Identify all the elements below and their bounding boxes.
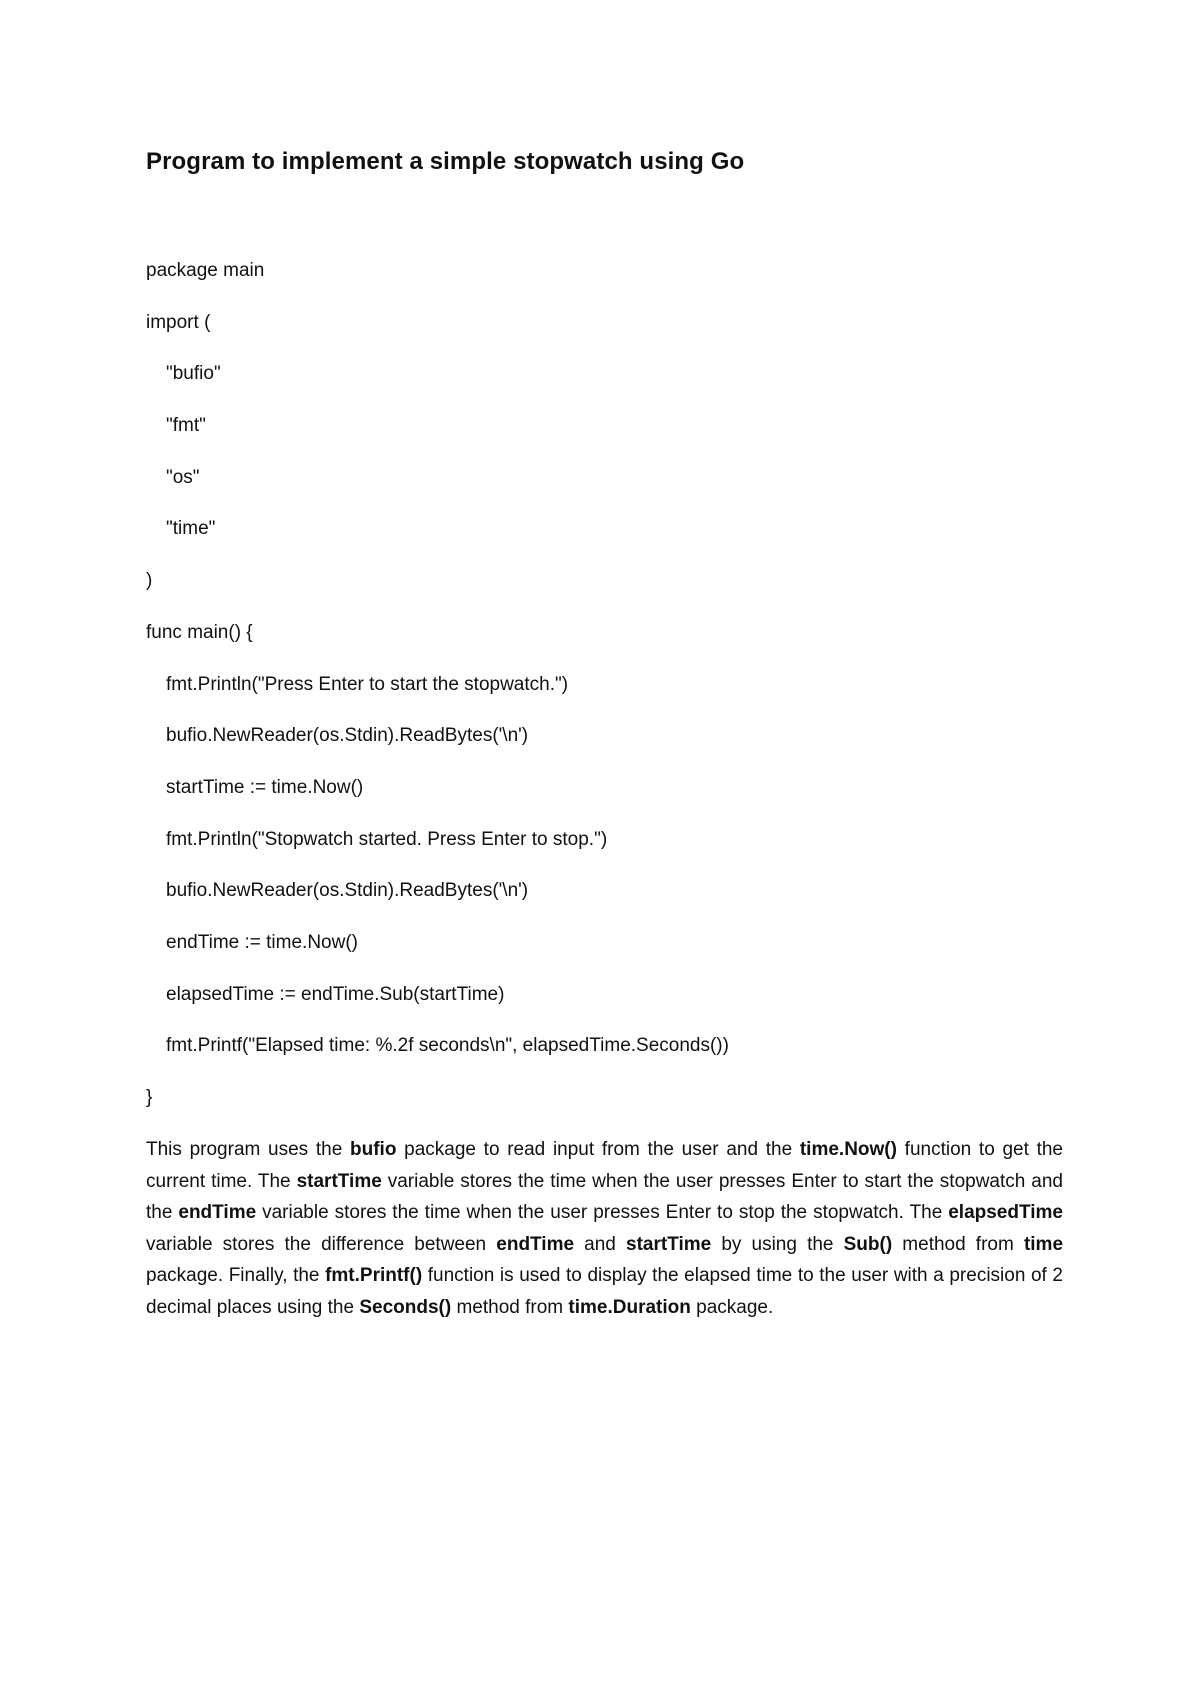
- code-line: elapsedTime := endTime.Sub(startTime): [166, 983, 505, 1005]
- code-line: fmt.Println("Stopwatch started. Press Enter to stop."): [166, 828, 608, 850]
- code-term: bufio: [350, 1139, 397, 1160]
- paragraph-text: and: [574, 1233, 627, 1255]
- paragraph-text: variable stores the time when the user presses Enter to start the stopwatch and the: [146, 1170, 1063, 1223]
- paragraph-text: method from: [451, 1296, 569, 1318]
- code-term: time.Duration: [568, 1296, 691, 1318]
- paragraph-text: This program uses the: [146, 1139, 350, 1160]
- code-term: startTime: [626, 1233, 712, 1255]
- code-term: endTime: [178, 1202, 257, 1223]
- document-title: Program to implement a simple stopwatch using Go: [146, 148, 745, 175]
- code-line: bufio.NewReader(os.Stdin).ReadBytes('\n'): [166, 880, 529, 902]
- code-term: Sub(): [843, 1233, 893, 1255]
- paragraph-text: package to read input from the user and the: [396, 1139, 800, 1160]
- code-line: ): [146, 570, 153, 592]
- paragraph-text: method from: [892, 1233, 1024, 1255]
- code-term: fmt.Printf(): [325, 1265, 423, 1286]
- code-line: import (: [146, 311, 211, 333]
- code-block: [146, 257, 729, 1136]
- code-line: endTime := time.Now(): [166, 931, 358, 953]
- code-line: fmt.Println("Press Enter to start the stopwatch."): [166, 673, 569, 695]
- code-line: "bufio": [166, 363, 221, 385]
- code-term: time.Now(): [799, 1139, 897, 1160]
- code-line: package main: [146, 260, 265, 281]
- code-line: "time": [166, 518, 216, 540]
- explanation-paragraph: [146, 1134, 1063, 1323]
- paragraph-text: by using the: [711, 1233, 844, 1255]
- code-line: bufio.NewReader(os.Stdin).ReadBytes('\n'): [166, 725, 529, 747]
- paragraph-text: package.: [690, 1296, 774, 1318]
- paragraph-text: function to get the current time. The: [146, 1139, 1063, 1192]
- paragraph-text: variable stores the difference between: [146, 1233, 497, 1255]
- code-line: startTime := time.Now(): [166, 776, 364, 798]
- code-line: "os": [166, 466, 200, 488]
- code-term: Seconds(): [359, 1296, 452, 1318]
- paragraph-text: variable stores the time when the user presses Enter to stop the stopwatch. The: [256, 1202, 949, 1223]
- code-line: fmt.Printf("Elapsed time: %.2f seconds\n", elapsedTime.Seconds()): [166, 1035, 729, 1057]
- code-term: endTime: [496, 1233, 575, 1255]
- paragraph-text: package. Finally, the: [146, 1265, 326, 1286]
- code-line: }: [146, 1087, 153, 1108]
- code-line: func main() {: [146, 621, 253, 643]
- code-term: time: [1023, 1233, 1064, 1255]
- code-term: startTime: [296, 1170, 382, 1192]
- code-term: elapsedTime: [948, 1202, 1063, 1223]
- code-line: "fmt": [166, 415, 206, 437]
- paragraph-text: function is used to display the elapsed time to the user with a precision of 2 decimal places using the: [146, 1265, 1063, 1318]
